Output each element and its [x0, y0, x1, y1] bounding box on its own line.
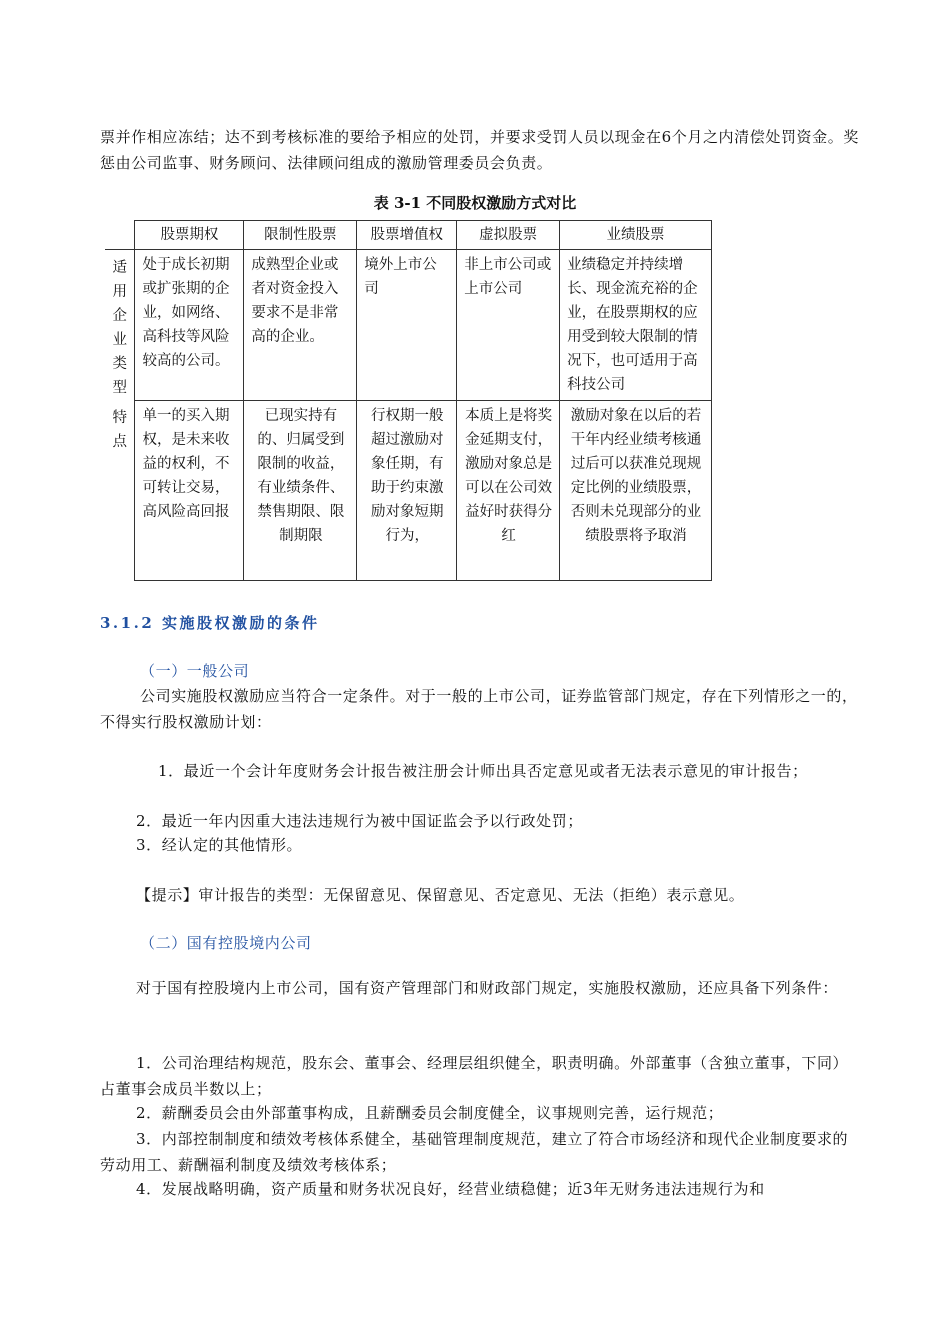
table-corner-cell	[105, 221, 135, 250]
table-cell: 境外上市公司	[357, 250, 457, 401]
table-row	[105, 400, 712, 580]
intro-paragraph: 票并作相应冻结；达不到考核标准的要给予相应的处罚，并要求受罚人员以现金在6个月之内清偿处罚资金。奖惩由公司监事、财务顾问、法律顾问组成的激励管理委员会负责。	[100, 128, 859, 172]
comparison-table	[105, 220, 712, 581]
general-intro-paragraph: 公司实施股权激励应当符合一定条件。对于一般的上市公司，证券监管部门规定，存在下列情形之一的，不得实行股权激励计划：	[100, 687, 858, 731]
list-item: 2．薪酬委员会由外部董事构成，且薪酬委员会制度健全，议事规则完善，运行规范；	[136, 1104, 724, 1122]
table-cell: 处于成长初期或扩张期的企业，如网络、高科技等风险较高的公司。	[135, 250, 244, 401]
table-header-cell: 虚拟股票	[457, 221, 560, 250]
table-cell: 单一的买入期权，是未来收益的权利，不可转让交易，高风险高回报	[135, 400, 244, 580]
subsection-title-general: （一）一般公司	[140, 662, 250, 680]
list-item: 2．最近一年内因重大违法违规行为被中国证监会予以行政处罚；	[136, 812, 583, 830]
table-header-row	[105, 221, 712, 250]
subsection-title-state: （二）国有控股境内公司	[140, 934, 312, 952]
tip-paragraph: 【提示】审计报告的类型：无保留意见、保留意见、否定意见、无法（拒绝）表示意见。	[136, 886, 745, 904]
section-heading: 3.1.2 实施股权激励的条件	[100, 614, 320, 632]
table-header-cell: 业绩股票	[560, 221, 712, 250]
row-label: 适用企业类型	[105, 250, 135, 401]
table-caption: 表 3-1 不同股权激励方式对比	[373, 194, 577, 212]
table-cell: 成熟型企业或者对资金投入要求不是非常高的企业。	[244, 250, 357, 401]
list-item: 4．发展战略明确，资产质量和财务状况良好，经营业绩稳健；近3年无财务违法违规行为和	[136, 1180, 765, 1198]
table-header-cell: 股票期权	[135, 221, 244, 250]
table-cell: 已现实持有的、归属受到限制的收益，有业绩条件、禁售期限、限制期限	[244, 400, 357, 580]
list-item: 1．公司治理结构规范，股东会、董事会、经理层组织健全，职责明确。外部董事（含独立董事，下同）占董事会成员半数以上；	[100, 1054, 849, 1098]
list-item: 3．内部控制制度和绩效考核体系健全，基础管理制度规范，建立了符合市场经济和现代企业制度要求的劳动用工、薪酬福利制度及绩效考核体系；	[100, 1130, 849, 1174]
row-label: 特点	[105, 400, 135, 580]
table-cell: 本质上是将奖金延期支付，激励对象总是可以在公司效益好时获得分红	[457, 400, 560, 580]
state-intro-paragraph: 对于国有控股境内上市公司，国有资产管理部门和财政部门规定，实施股权激励，还应具备下列条件：	[136, 979, 839, 997]
list-item: 3．经认定的其他情形。	[136, 836, 303, 854]
table-header-cell: 限制性股票	[244, 221, 357, 250]
list-item: 1．最近一个会计年度财务会计报告被注册会计师出具否定意见或者无法表示意见的审计报告；	[158, 762, 808, 780]
table-cell: 行权期一般超过激励对象任期，有助于约束激励对象短期行为，	[357, 400, 457, 580]
table-row	[105, 250, 712, 401]
table-cell: 非上市公司或上市公司	[457, 250, 560, 401]
table-cell: 激励对象在以后的若干年内经业绩考核通过后可以获准兑现规定比例的业绩股票，否则未兑现部分的业绩股票将予取消	[560, 400, 712, 580]
table-cell: 业绩稳定并持续增长、现金流充裕的企业，在股票期权的应用受到较大限制的情况下，也可适用于高科技公司	[560, 250, 712, 401]
table-header-cell: 股票增值权	[357, 221, 457, 250]
